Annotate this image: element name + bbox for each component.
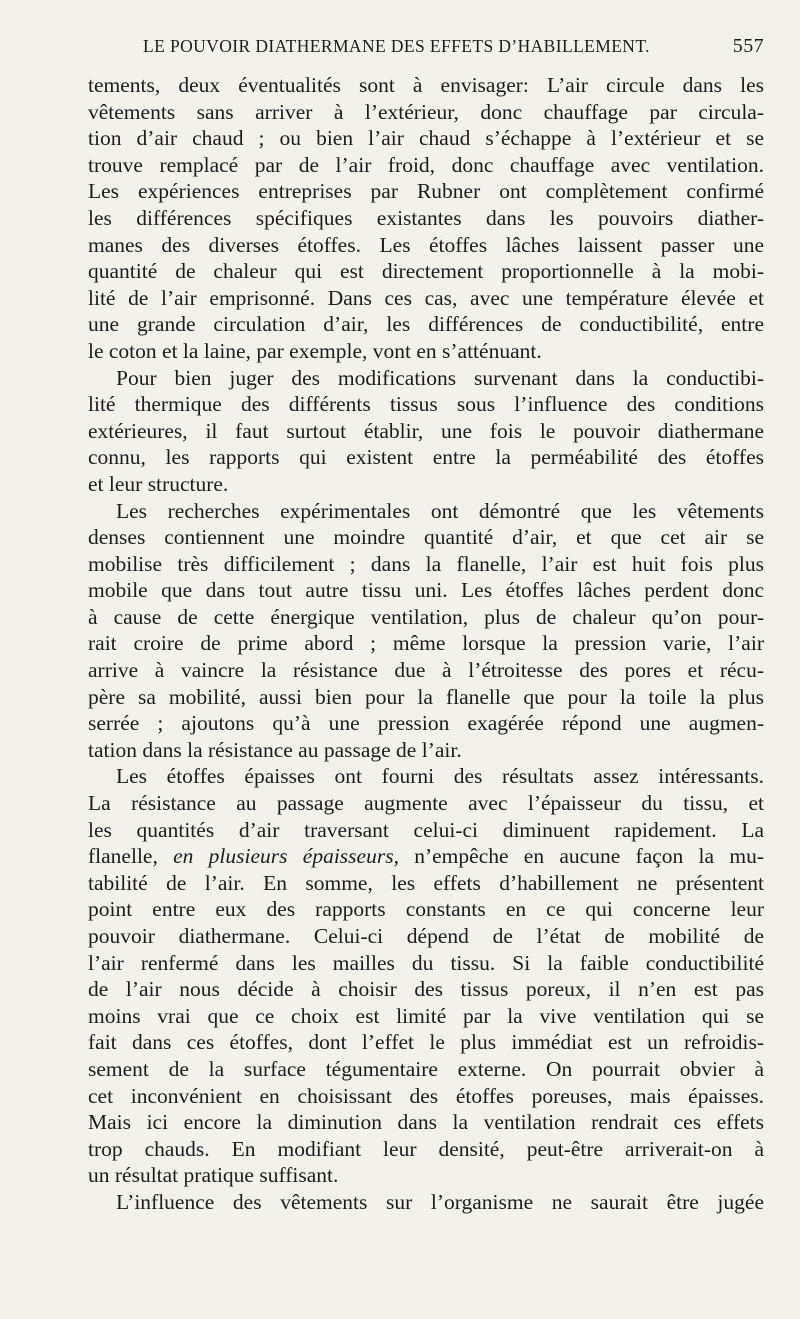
text-line: fait dans ces étoffes, dont l’effet le plus immédiat est un refroidis- (88, 1030, 764, 1055)
text-line: mobilise très difficilement ; dans la flanelle, l’air est huit fois plus (88, 551, 764, 576)
text-line: serrée ; ajoutons qu’à une pression exagérée répond une augmen- (88, 711, 764, 736)
text-line: mobile que dans tout autre tissu uni. Les étoffes lâches perdent donc (88, 578, 764, 603)
paragraph (88, 72, 764, 365)
text-line: pouvoir diathermane. Celui-ci dépend de l’état de mobilité de (88, 924, 764, 948)
text-line: un résultat pratique suffisant. (88, 1163, 339, 1188)
text-line: point entre eux des rapports constants en ce qui concerne leur (88, 897, 764, 922)
text-line: trouve remplacé par de l’air froid, donc chauffage avec ventilation. (88, 152, 764, 177)
text-line: La résistance au passage augmente avec l’épaisseur du tissu, et (88, 791, 764, 816)
text-line: connu, les rapports qui existent entre la perméabilité des étoffes (88, 445, 764, 470)
text-line: Les expériences entreprises par Rubner ont complètement confirmé (88, 179, 764, 204)
page-number: 557 (732, 34, 764, 57)
text-line: moins vrai que ce choix est limité par la vive ventilation qui se (88, 1003, 764, 1028)
text-line: trop chauds. En modifiant leur densité, peut-être arriverait-on à (88, 1136, 764, 1161)
text-line: tements, deux éventualités sont à envisager: L’air circule dans les (88, 73, 764, 97)
text-line: lité de l’air emprisonné. Dans ces cas, avec une température élevée et (88, 285, 764, 310)
text-line: manes des diverses étoffes. Les étoffes lâches laissent passer une (88, 232, 764, 257)
paragraph (88, 498, 764, 764)
text-line: Mais ici encore la diminution dans la ventilation rendrait ces effets (88, 1110, 764, 1135)
text-line: Pour bien juger des modifications survenant dans la conductibi- (116, 365, 764, 390)
text-line: extérieures, il faut surtout établir, une fois le pouvoir diathermane (88, 418, 764, 443)
text-line: vêtements sans arriver à l’extérieur, donc chauffage par circula- (88, 99, 764, 124)
text-line: flanelle, en plusieurs épaisseurs, n’empêche en aucune façon la mu- (88, 844, 764, 869)
text-line: et leur structure. (88, 471, 229, 496)
text-line: denses contiennent une moindre quantité d’air, et que cet air se (88, 525, 764, 550)
text-line: de l’air nous décide à choisir des tissus poreux, il n’en est pas (88, 977, 764, 1002)
paragraph (88, 763, 764, 1189)
running-title: LE POUVOIR DIATHERMANE DES EFFETS D’HABILLEMENT. (143, 35, 650, 56)
paragraph (88, 1189, 764, 1216)
text-line: les différences spécifiques existantes dans les pouvoirs diather- (88, 205, 764, 230)
text-line: l’air renfermé dans les mailles du tissu. Si la faible conductibilité (88, 950, 764, 975)
running-header (88, 30, 764, 62)
text-line: une grande circulation d’air, les différences de conductibilité, entre (88, 312, 764, 337)
text-line: cet inconvénient en choisissant des étoffes poreuses, mais épaisses. (88, 1083, 764, 1108)
text-line: quantité de chaleur qui est directement proportionnelle à la mobi- (88, 259, 764, 284)
paragraph (88, 365, 764, 498)
text-line: le coton et la laine, par exemple, vont en s’atténuant. (88, 338, 542, 363)
text-line: Les étoffes épaisses ont fourni des résultats assez intéressants. (116, 764, 764, 789)
text-line: tabilité de l’air. En somme, les effets d’habillement ne présentent (88, 870, 764, 895)
text-line: rait croire de prime abord ; même lorsque la pression varie, l’air (88, 631, 764, 656)
text-line: Les recherches expérimentales ont démontré que les vêtements (116, 498, 764, 523)
text-line: à cause de cette énergique ventilation, plus de chaleur qu’on pour- (88, 604, 764, 629)
text-line: père sa mobilité, aussi bien pour la flanelle que pour la toile la plus (88, 684, 764, 709)
text-line: arrive à vaincre la résistance due à l’étroitesse des pores et récu- (88, 658, 764, 683)
text-line: lité thermique des différents tissus sous l’influence des conditions (88, 392, 764, 417)
text-line: les quantités d’air traversant celui-ci diminuent rapidement. La (88, 817, 764, 842)
body-text (88, 72, 764, 1216)
text-line: L’influence des vêtements sur l’organisme ne saurait être jugée (116, 1189, 764, 1214)
text-line: sement de la surface tégumentaire externe. On pourrait obvier à (88, 1056, 764, 1081)
italic-phrase: en plusieurs épaisseurs (173, 844, 394, 869)
text-line: tion d’air chaud ; ou bien l’air chaud s’échappe à l’extérieur et se (88, 126, 764, 151)
text-line: tation dans la résistance au passage de l’air. (88, 737, 462, 762)
